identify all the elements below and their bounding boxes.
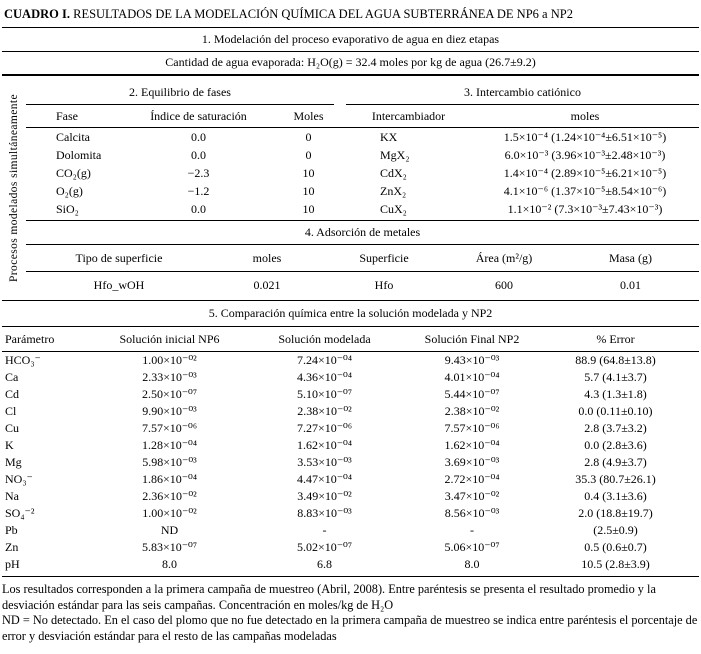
indice-cell: 0.0 xyxy=(191,148,206,162)
inicial-cell: 5.98×10⁻⁰³ xyxy=(142,455,197,469)
footnote-1: Los resultados corresponden a la primera campaña de muestreo (Abril, 2008). Entre paréntesis se presenta el resultado promedio y la desviación estándar para las seis campañas. Concentración en moles/kg de H₂O xyxy=(2,582,656,612)
error-cell: 5.7 (4.1±3.7) xyxy=(584,370,647,384)
col-exchange-moles: moles xyxy=(570,109,600,123)
col-masa: Masa (g) xyxy=(609,251,652,265)
section4-column-headers xyxy=(26,245,699,272)
section23-rows xyxy=(26,128,699,221)
param-cell: Na xyxy=(5,489,19,503)
final-cell: 8.0 xyxy=(464,557,480,571)
moles-cell: 10 xyxy=(302,166,315,180)
modelada-cell: 6.8 xyxy=(317,557,332,571)
col-area: Área (m²/g) xyxy=(475,251,533,265)
error-cell: 0.5 (0.6±0.7) xyxy=(584,540,647,554)
param-cell: K xyxy=(5,438,14,452)
final-cell: 1.62×10⁻⁰⁴ xyxy=(444,438,500,452)
modeled-processes-block xyxy=(2,76,699,301)
masa-cell: 0.01 xyxy=(620,278,641,292)
modelada-cell: 7.24×10⁻⁰⁴ xyxy=(296,353,353,367)
moles-cell: 10 xyxy=(302,184,315,198)
table-label: CUADRO I. xyxy=(4,7,70,21)
inicial-cell: 2.50×10⁻⁰⁷ xyxy=(141,387,198,401)
exchange-moles-cell: 1.5×10⁻⁴ (1.24×10⁻⁴±6.51×10⁻⁵) xyxy=(503,130,667,144)
table-title-text: RESULTADOS DE LA MODELACIÓN QUÍMICA DEL AGUA SUBTERRÁNEA DE NP6 a NP2 xyxy=(73,7,573,21)
inicial-cell: 1.28×10⁻⁰⁴ xyxy=(141,438,198,452)
inicial-cell: 7.57×10⁻⁰⁶ xyxy=(141,421,198,435)
section23-column-headers xyxy=(26,105,699,128)
fase-cell: CO₂(g) xyxy=(56,166,91,180)
table-row xyxy=(26,200,699,218)
param-cell: HCO₃⁻ xyxy=(5,353,41,367)
error-cell: 35.3 (80.7±26.1) xyxy=(575,472,656,486)
indice-cell: 0.0 xyxy=(191,202,206,216)
final-cell: 2.72×10⁻⁰⁴ xyxy=(444,472,500,486)
table-row xyxy=(2,369,699,386)
vertical-band xyxy=(2,76,26,300)
table-row xyxy=(26,164,699,182)
param-cell: SO₄⁻² xyxy=(5,506,35,520)
section5-rows xyxy=(2,352,699,577)
evaporation-row: Cantidad de agua evaporada: H₂O(g) = 32.4 moles por kg de agua (26.7±9.2) xyxy=(2,52,699,76)
table-row xyxy=(2,522,699,539)
col-error: % Error xyxy=(596,332,635,346)
fase-cell: SiO₂ xyxy=(56,202,79,216)
area-cell: 600 xyxy=(495,278,513,292)
section5-header: 5. Comparación química entre la solución modelada y NP2 xyxy=(2,301,699,327)
modelada-cell: 3.49×10⁻⁰² xyxy=(297,489,352,503)
table-row xyxy=(2,471,699,488)
intercambiador-cell: ZnX₂ xyxy=(380,184,407,198)
indice-cell: 0.0 xyxy=(191,130,206,144)
param-cell: Cd xyxy=(5,387,20,401)
footnote-2: ND = No detectado. En el caso del plomo que no fue detectado en la primera campaña de muestreo se indica entre paréntesis el porcentaje de error y desviación estándar para el resto de las campañas modeladas xyxy=(2,613,698,643)
table-row xyxy=(2,556,699,573)
modelada-cell: 8.83×10⁻⁰³ xyxy=(297,506,352,520)
fase-cell: O₂(g) xyxy=(56,184,83,198)
error-cell: 0.4 (3.1±3.6) xyxy=(584,489,647,503)
col-solucion-modelada: Solución modelada xyxy=(278,332,371,346)
error-cell: 0.0 (2.8±3.6) xyxy=(584,438,647,452)
section2-header: 2. Equilibrio de fases xyxy=(26,85,334,105)
moles-cell: 0 xyxy=(305,130,312,144)
table-row xyxy=(26,128,699,146)
param-cell: Mg xyxy=(5,455,22,469)
error-cell: (2.5±0.9) xyxy=(593,523,638,537)
inicial-cell: 2.33×10⁻⁰³ xyxy=(142,370,197,384)
inicial-cell: ND xyxy=(160,523,179,537)
final-cell: 5.44×10⁻⁰⁷ xyxy=(444,387,500,401)
final-cell: 3.69×10⁻⁰³ xyxy=(444,455,500,469)
param-cell: Cu xyxy=(5,421,20,435)
col-solucion-inicial: Solución inicial NP6 xyxy=(119,332,220,346)
fase-cell: Calcita xyxy=(56,130,90,144)
final-cell: 5.06×10⁻⁰⁷ xyxy=(444,540,500,554)
table-row xyxy=(26,272,699,300)
exchange-moles-cell: 1.1×10⁻² (7.3×10⁻³±7.43×10⁻³) xyxy=(507,202,663,216)
cuadro-table xyxy=(2,0,699,644)
modelada-cell: 4.36×10⁻⁰⁴ xyxy=(296,370,353,384)
modelada-cell: 3.53×10⁻⁰³ xyxy=(297,455,352,469)
final-cell: 7.57×10⁻⁰⁶ xyxy=(444,421,500,435)
final-cell: 3.47×10⁻⁰² xyxy=(444,489,500,503)
table-row xyxy=(2,539,699,556)
exchange-moles-cell: 1.4×10⁻⁴ (2.89×10⁻⁵±6.21×10⁻⁵) xyxy=(503,166,667,180)
indice-cell: −1.2 xyxy=(187,184,210,198)
modelada-cell: 4.47×10⁻⁰⁴ xyxy=(296,472,353,486)
table-row xyxy=(2,454,699,471)
table-row xyxy=(26,146,699,164)
table-row xyxy=(2,505,699,522)
section5-column-headers xyxy=(2,327,699,352)
table-row xyxy=(2,437,699,454)
param-cell: Cl xyxy=(5,404,17,418)
col-parametro: Parámetro xyxy=(5,332,55,346)
modelada-cell: - xyxy=(322,523,327,537)
col-solucion-final: Solución Final NP2 xyxy=(424,332,520,346)
tipo-superficie-cell: Hfo_wOH xyxy=(93,278,145,292)
intercambiador-cell: MgX₂ xyxy=(380,148,410,162)
table-row xyxy=(2,403,699,420)
param-cell: NO₃⁻ xyxy=(5,472,33,486)
col-moles: Moles xyxy=(293,109,324,123)
table-footnotes xyxy=(2,582,699,644)
superficie-cell: Hfo xyxy=(374,278,394,292)
table-row xyxy=(2,352,699,369)
modelada-cell: 2.38×10⁻⁰² xyxy=(297,404,352,418)
error-cell: 2.8 (3.7±3.2) xyxy=(584,421,647,435)
modelada-cell: 7.27×10⁻⁰⁶ xyxy=(296,421,353,435)
moles-cell: 0 xyxy=(305,148,312,162)
inicial-cell: 9.90×10⁻⁰³ xyxy=(142,404,197,418)
intercambiador-cell: CuX₂ xyxy=(380,202,407,216)
col-superficie: Superficie xyxy=(359,251,409,265)
table-row xyxy=(2,386,699,403)
table-row xyxy=(2,488,699,505)
table-row xyxy=(2,420,699,437)
inicial-cell: 5.83×10⁻⁰⁷ xyxy=(141,540,198,554)
final-cell: - xyxy=(470,523,474,537)
col-tipo-superficie: Tipo de superficie xyxy=(75,251,163,265)
error-cell: 2.0 (18.8±19.7) xyxy=(578,506,653,520)
vertical-label: Procesos modelados simultáneamente xyxy=(8,94,20,282)
exchange-moles-cell: 6.0×10⁻³ (3.96×10⁻³±2.48×10⁻³) xyxy=(504,148,666,162)
moles-cell: 0.021 xyxy=(253,278,281,292)
inicial-cell: 1.00×10⁻⁰² xyxy=(142,506,197,520)
modelada-cell: 5.10×10⁻⁰⁷ xyxy=(296,387,353,401)
exchange-moles-cell: 4.1×10⁻⁶ (1.37×10⁻⁵±8.54×10⁻⁶) xyxy=(503,184,667,198)
final-cell: 8.56×10⁻⁰³ xyxy=(444,506,500,520)
modeled-processes-content xyxy=(26,76,699,300)
intercambiador-cell: CdX₂ xyxy=(380,166,407,180)
section23-headers xyxy=(26,76,699,105)
error-cell: 88.9 (64.8±13.8) xyxy=(575,353,656,367)
col-moles: moles xyxy=(252,251,282,265)
error-cell: 2.8 (4.9±3.7) xyxy=(584,455,647,469)
inicial-cell: 1.00×10⁻⁰² xyxy=(142,353,197,367)
table-row xyxy=(26,182,699,200)
indice-cell: −2.3 xyxy=(187,166,210,180)
param-cell: Ca xyxy=(5,370,19,384)
col-fase: Fase xyxy=(56,109,78,123)
final-cell: 4.01×10⁻⁰⁴ xyxy=(444,370,500,384)
section3-header: 3. Intercambio catiónico xyxy=(346,85,699,105)
section4-header: 4. Adsorción de metales xyxy=(26,221,699,245)
param-cell: Zn xyxy=(5,540,19,554)
final-cell: 9.43×10⁻⁰³ xyxy=(444,353,500,367)
inicial-cell: 2.36×10⁻⁰² xyxy=(142,489,197,503)
final-cell: 2.38×10⁻⁰² xyxy=(444,404,500,418)
param-cell: pH xyxy=(5,557,20,571)
inicial-cell: 8.0 xyxy=(162,557,177,571)
moles-cell: 10 xyxy=(302,202,315,216)
intercambiador-cell: KX xyxy=(380,130,398,144)
table-title xyxy=(2,0,699,28)
error-cell: 0.0 (0.11±0.10) xyxy=(578,404,653,418)
section1-header: 1. Modelación del proceso evaporativo de agua en diez etapas xyxy=(2,28,699,52)
inicial-cell: 1.86×10⁻⁰⁴ xyxy=(141,472,198,486)
col-indice-saturacion: Índice de saturación xyxy=(150,109,247,123)
modelada-cell: 1.62×10⁻⁰⁴ xyxy=(296,438,353,452)
fase-cell: Dolomita xyxy=(56,148,102,162)
param-cell: Pb xyxy=(5,523,18,537)
error-cell: 4.3 (1.3±1.8) xyxy=(584,387,647,401)
col-intercambiador: Intercambiador xyxy=(371,109,446,123)
modelada-cell: 5.02×10⁻⁰⁷ xyxy=(296,540,353,554)
error-cell: 10.5 (2.8±3.9) xyxy=(581,557,650,571)
